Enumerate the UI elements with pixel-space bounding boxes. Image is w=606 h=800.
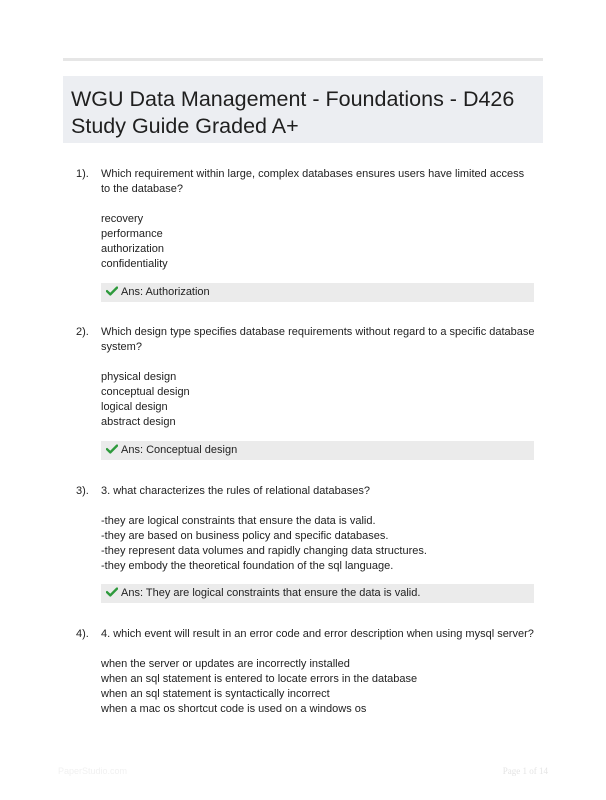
- option-item: confidentiality: [101, 258, 168, 270]
- option-item: logical design: [101, 401, 168, 413]
- document-title-banner: [63, 76, 543, 143]
- answer-box: [101, 441, 534, 460]
- page-number: Page 1 of 14: [502, 766, 548, 776]
- question-text: 4. which event will result in an error code and error description when using mysql server?: [101, 628, 534, 640]
- footer-watermark: PaperStudio.com: [58, 766, 128, 776]
- answer-box: [101, 584, 534, 603]
- question-text: Which requirement within large, complex databases ensures users have limited access to the database?: [101, 168, 525, 195]
- options-list: [101, 514, 536, 574]
- option-item: conceptual design: [101, 386, 190, 398]
- option-item: authorization: [101, 243, 164, 255]
- options-list: [101, 212, 536, 272]
- option-item: when a mac os shortcut code is used on a windows os: [101, 703, 367, 715]
- options-list: [101, 657, 536, 717]
- check-icon: [106, 587, 118, 597]
- option-item: -they embody the theoretical foundation of the sql language.: [101, 560, 394, 572]
- document-title-line-2: Study Guide Graded A+: [71, 114, 299, 138]
- document-title-line-1: WGU Data Management - Foundations - D426: [71, 87, 515, 111]
- question-text: 3. what characterizes the rules of relational databases?: [101, 485, 371, 497]
- option-item: recovery: [101, 213, 144, 225]
- top-divider: [63, 58, 543, 61]
- option-item: when an sql statement is entered to locate errors in the database: [101, 673, 418, 685]
- answer-text: Ans: They are logical constraints that ensure the data is valid.: [121, 587, 421, 599]
- question-number: 1).: [76, 168, 89, 180]
- option-item: physical design: [101, 371, 177, 383]
- check-icon: [106, 286, 118, 296]
- option-item: abstract design: [101, 416, 176, 428]
- question-number: 2).: [76, 326, 89, 338]
- option-item: performance: [101, 228, 163, 240]
- option-item: -they are based on business policy and specific databases.: [101, 530, 389, 542]
- option-item: when the server or updates are incorrectly installed: [101, 658, 350, 670]
- option-item: -they represent data volumes and rapidly changing data structures.: [101, 545, 427, 557]
- question-number: 3).: [76, 485, 89, 497]
- answer-text: Ans: Authorization: [121, 286, 210, 298]
- answer-text: Ans: Conceptual design: [121, 444, 238, 456]
- check-icon: [106, 444, 118, 454]
- option-item: -they are logical constraints that ensure the data is valid.: [101, 515, 376, 527]
- question-number: 4).: [76, 628, 89, 640]
- answer-box: [101, 283, 534, 302]
- option-item: when an sql statement is syntactically incorrect: [101, 688, 330, 700]
- options-list: [101, 370, 536, 430]
- question-text: Which design type specifies database requirements without regard to a specific database system?: [101, 326, 535, 353]
